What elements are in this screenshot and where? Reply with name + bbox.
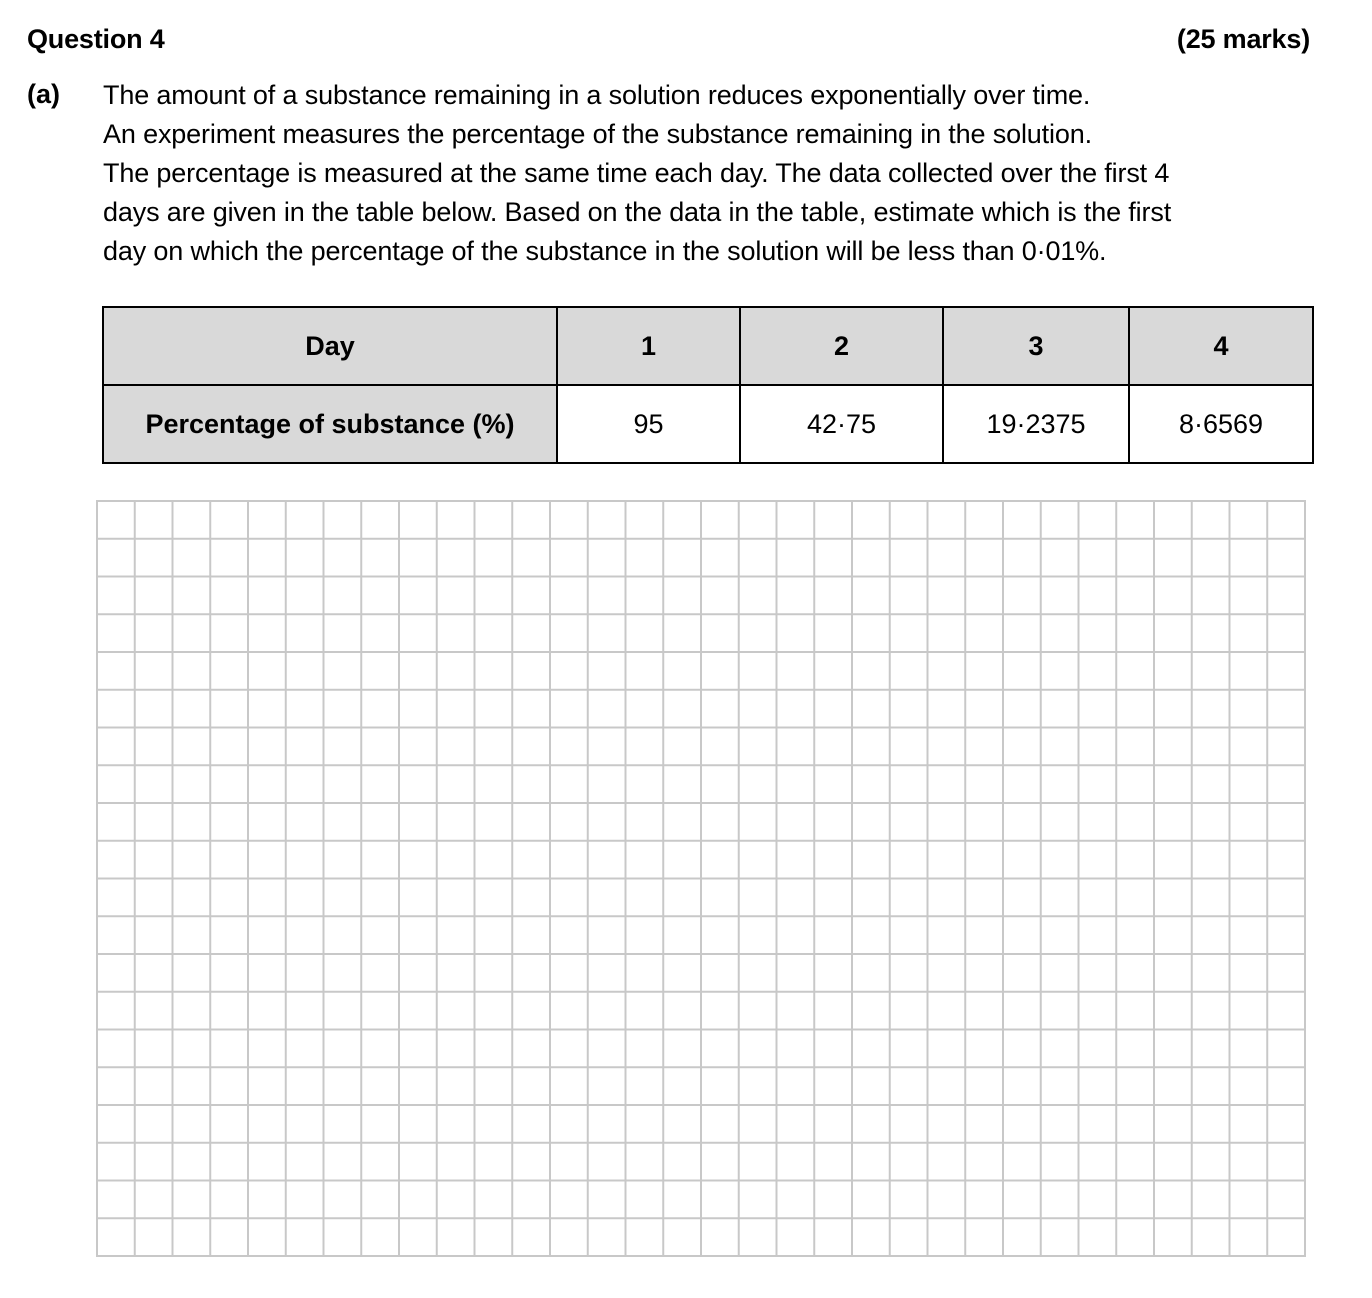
table-cell-day: 4 — [1129, 307, 1313, 385]
question-title: Question 4 — [27, 24, 165, 54]
question-line: The amount of a substance remaining in a solution reduces exponentially over time. — [103, 80, 1091, 110]
table-row-day — [103, 307, 1313, 385]
table-cell-percentage: 8·6569 — [1129, 385, 1313, 463]
question-line: days are given in the table below. Based on the data in the table, estimate which is the first — [103, 197, 1172, 227]
question-line: day on which the percentage of the substance in the solution will be less than 0·01%. — [103, 236, 1107, 266]
table-cell-day: 3 — [943, 307, 1129, 385]
table-cell-percentage: 95 — [557, 385, 740, 463]
data-table — [102, 306, 1314, 464]
table-header-percentage: Percentage of substance (%) — [103, 385, 557, 463]
table-cell-day: 2 — [740, 307, 943, 385]
question-line: The percentage is measured at the same time each day. The data collected over the first 4 — [103, 158, 1170, 188]
table-header-day: Day — [103, 307, 557, 385]
table-cell-percentage: 42·75 — [740, 385, 943, 463]
question-line: An experiment measures the percentage of the substance remaining in the solution. — [103, 119, 1092, 149]
table-cell-percentage: 19·2375 — [943, 385, 1129, 463]
table-cell-day: 1 — [557, 307, 740, 385]
answer-grid[interactable] — [96, 500, 1306, 1257]
question-text — [103, 76, 1318, 271]
question-marks: (25 marks) — [1176, 24, 1310, 54]
table-row-percentage — [103, 385, 1313, 463]
part-a-label: (a) — [27, 79, 60, 109]
